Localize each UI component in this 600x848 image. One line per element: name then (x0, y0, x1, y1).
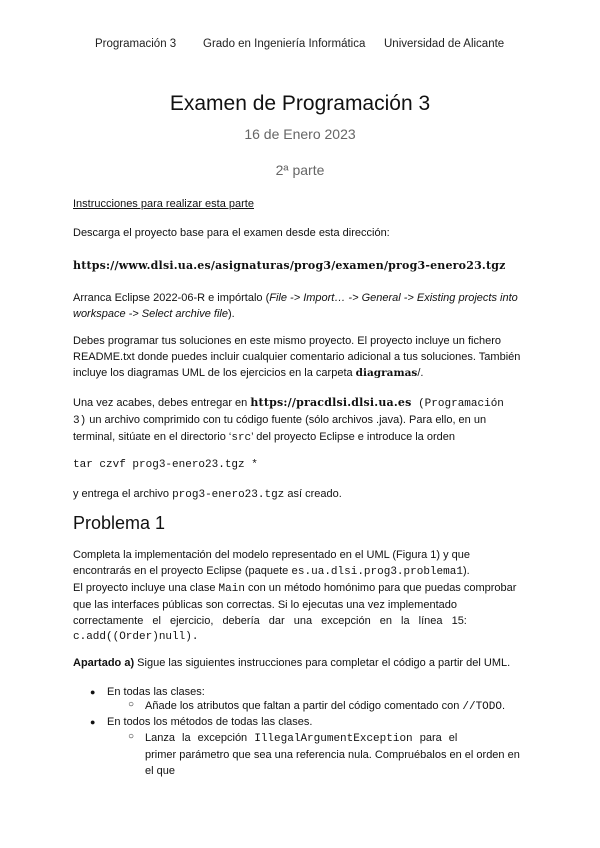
bullet-dot-icon: ● (90, 717, 96, 727)
sub-bullet-circle-icon: ○ (128, 731, 135, 742)
deliver-prefix: Una vez acabes, debes entregar en (73, 397, 251, 409)
problem1-line-4: que las interfaces públicas son correctas. Si lo ejecutas una vez implementado (73, 599, 457, 611)
problem1-line-2-suffix: ). (462, 565, 470, 577)
apartado-a-text: Sigue las siguientes instrucciones para completar el código a partir del UML. (134, 657, 511, 669)
sub-bullet-circle-icon: ○ (128, 699, 135, 710)
instructions-heading: Instrucciones para realizar esta parte (73, 198, 254, 210)
main-class: Main (218, 583, 245, 595)
deliver-line-3 (73, 429, 528, 446)
deliver-file-name: prog3-enero23.tgz (172, 489, 285, 501)
deliver-course-code-end: 3) (73, 415, 87, 427)
deliver-line-3-suffix: ’ del proyecto Eclipse e introduce la orden (251, 431, 455, 443)
deliver-file-prefix: y entrega el archivo (73, 488, 173, 500)
eclipse-prefix: Arranca Eclipse 2022-06-R e impórtalo ( (73, 292, 270, 304)
package-name: es.ua.dlsi.prog3.problema1 (291, 566, 463, 578)
header-university: Universidad de Alicante (384, 38, 505, 50)
problem1-intro (73, 547, 528, 645)
sub-bullet-attributes-suffix: . (501, 700, 506, 712)
sub-bullet-attributes-text: Añade los atributos que faltan a partir del código comentado con (145, 700, 463, 712)
program-line-3-text: incluye los diagramas UML de los ejercicios en la carpeta (73, 367, 356, 379)
problem1-line-2-prefix: encontrarás en el proyecto Eclipse (paquete (73, 565, 292, 577)
deliver-file (73, 486, 528, 503)
sub-bullet-exception-line-2: primer parámetro que sea una referencia nula. Compruébalos en el orden en (145, 749, 520, 761)
program-text (73, 333, 528, 381)
sub-bullet-exception-prefix: Lanza la excepción (145, 732, 255, 744)
sub-bullet-exception-line-3: el que (145, 765, 175, 777)
program-line-2: README.txt donde puedes incluir cualquier comentario adicional a tus soluciones. También (73, 351, 521, 363)
page-title: Examen de Programación 3 (169, 92, 431, 115)
exam-date: 16 de Enero 2023 (244, 126, 356, 142)
todo-marker: //TODO (462, 701, 502, 713)
deliver-line-2-text: un archivo comprimido con tu código fuente (sólo archivos .java). Para ello, en un (86, 414, 487, 426)
problem1-line-2 (73, 563, 528, 580)
problem1-line-1: Completa la implementación del modelo representado en el UML (Figura 1) y que (73, 549, 471, 561)
sub-bullet-attributes (145, 698, 535, 715)
sub-bullet-exception (145, 730, 525, 779)
apartado-a-label: Apartado a) (73, 657, 135, 669)
exception-class: IllegalArgumentException (254, 733, 413, 745)
diagramas-folder: diagramas (355, 367, 418, 379)
exception-line-code: c.add((Order)null). (73, 631, 199, 643)
bullet-all-methods: En todos los métodos de todas las clases. (107, 716, 313, 728)
program-line-3 (73, 365, 528, 381)
eclipse-instructions (73, 290, 528, 322)
sub-bullet-exception-line-1 (145, 730, 525, 747)
src-dir: src (231, 432, 252, 444)
bullet-dot-icon: ● (90, 687, 96, 697)
problem1-line-3 (73, 580, 528, 597)
tar-command: tar czvf prog3-enero23.tgz * (73, 459, 258, 471)
deliver-line-1 (73, 395, 528, 412)
problem1-heading: Problema 1 (73, 513, 166, 533)
exam-part: 2ª parte (275, 162, 325, 178)
problem1-line-3-prefix: El proyecto incluye una clase (73, 582, 219, 594)
deliver-url[interactable]: https://pracdlsi.dlsi.ua.es (250, 396, 412, 409)
deliver-line-3-prefix: terminal, sitúate en el directorio ‘ (73, 431, 232, 443)
header-course: Programación 3 (95, 38, 177, 50)
download-url[interactable]: https://www.dlsi.ua.es/asignaturas/prog3/examen/prog3-enero23.tgz (73, 259, 506, 272)
eclipse-suffix: ). (227, 308, 235, 320)
download-text: Descarga el proyecto base para el examen desde esta dirección: (73, 227, 390, 239)
problem1-line-5-text: correctamente el ejercicio, debería dar una excepción en la línea 15: (73, 615, 467, 627)
bullet-all-classes: En todas las clases: (107, 686, 205, 698)
problem1-line-3-suffix: con un método homónimo para que puedas comprobar (244, 582, 517, 594)
header-degree: Grado en Ingeniería Informática (203, 38, 366, 50)
problem1-line-5 (73, 613, 528, 629)
program-line-1: Debes programar tus soluciones en este mismo proyecto. El proyecto incluye un fichero (73, 335, 501, 347)
sub-bullet-exception-suffix: para el (412, 732, 458, 744)
deliver-line-2 (73, 412, 528, 429)
deliver-file-suffix: así creado. (284, 488, 342, 500)
apartado-a (73, 655, 528, 671)
deliver-text (73, 395, 528, 446)
program-line-3-suffix: /. (417, 367, 424, 379)
deliver-course-code: (Programación (411, 398, 504, 410)
eclipse-path: File -> Import… -> General -> Existing projects into workspace -> Select archive file (73, 292, 518, 320)
